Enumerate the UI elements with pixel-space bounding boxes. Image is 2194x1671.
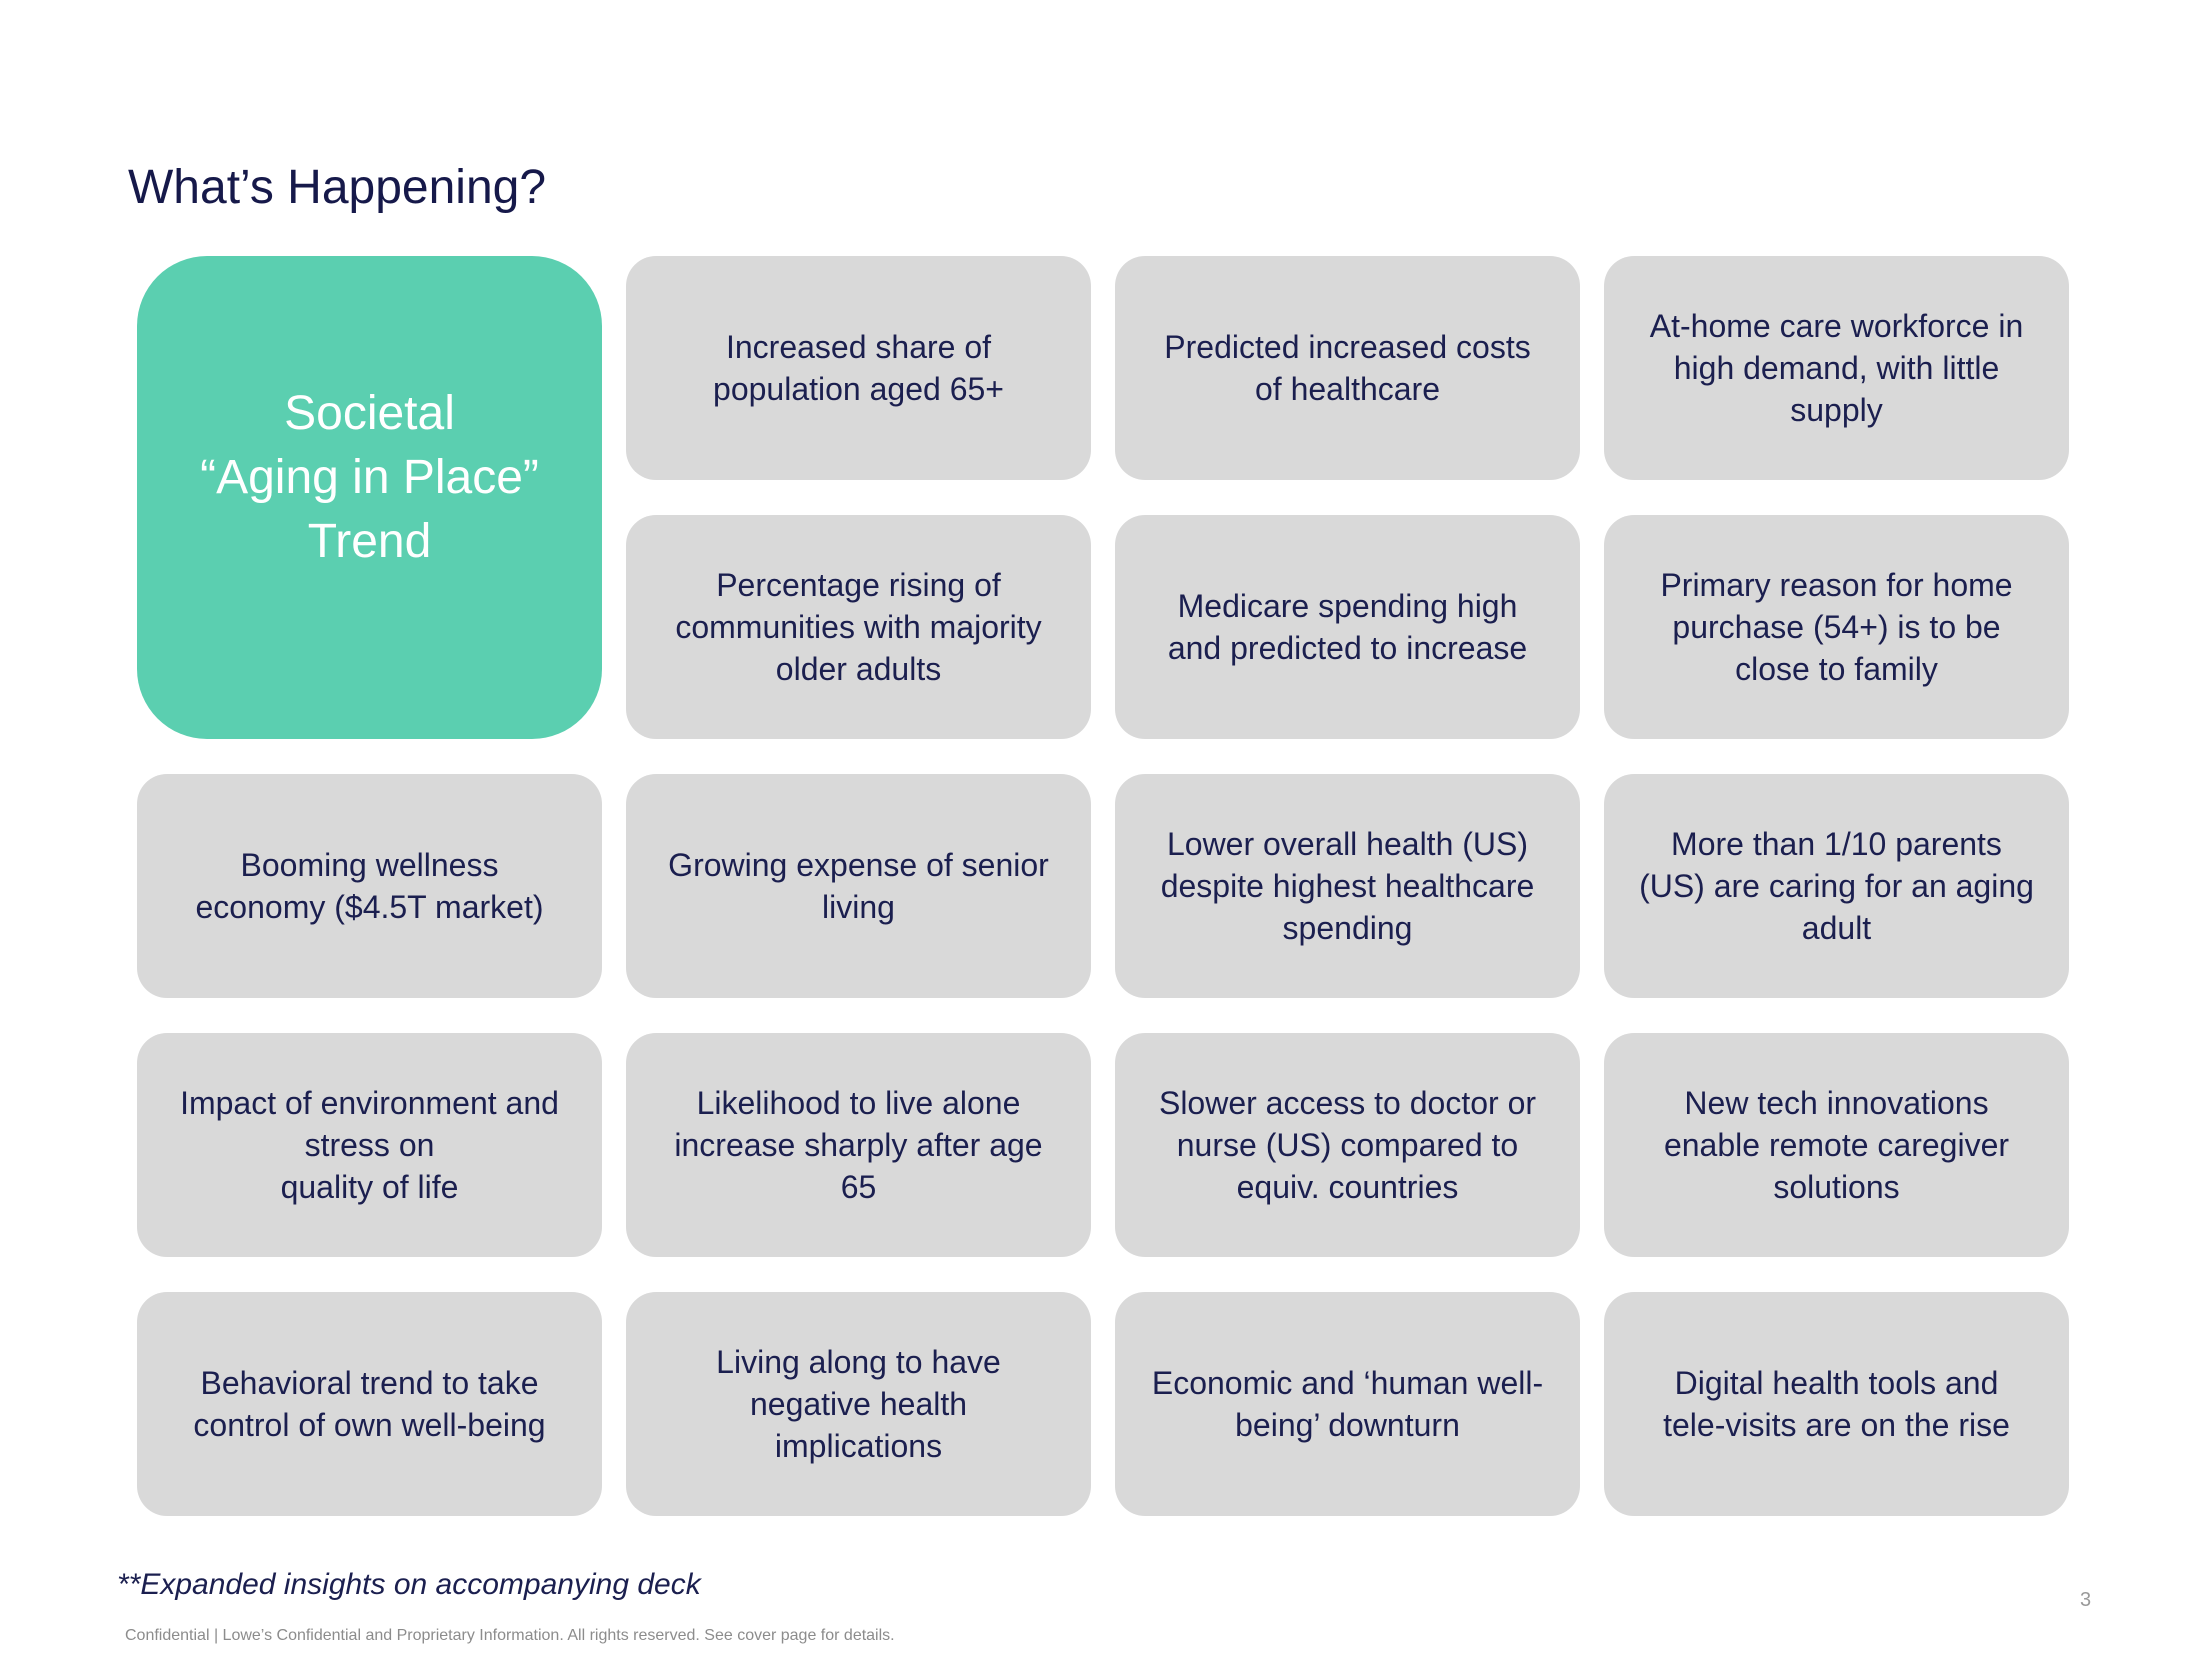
insight-tile: Primary reason for home purchase (54+) is to be close to family <box>1604 515 2069 739</box>
confidentiality-notice: Confidential | Lowe’s Confidential and Proprietary Information. All rights reserved. See cover page for details. <box>125 1627 895 1644</box>
insight-tile: Slower access to doctor or nurse (US) compared to equiv. countries <box>1115 1033 1580 1257</box>
hero-trend-tile: Societal “Aging in Place” Trend <box>137 256 602 739</box>
insight-tile: At-home care workforce in high demand, with little supply <box>1604 256 2069 480</box>
insight-tile: Predicted increased costs of healthcare <box>1115 256 1580 480</box>
insight-tile: Likelihood to live alone increase sharply after age 65 <box>626 1033 1091 1257</box>
insight-tile: Medicare spending high and predicted to increase <box>1115 515 1580 739</box>
insight-tile: Living along to have negative health implications <box>626 1292 1091 1516</box>
insight-tile: New tech innovations enable remote caregiver solutions <box>1604 1033 2069 1257</box>
insight-tile: Impact of environment and stress on quality of life <box>137 1033 602 1257</box>
page-number: 3 <box>2080 1589 2092 1611</box>
insight-tile: More than 1/10 parents (US) are caring for an aging adult <box>1604 774 2069 998</box>
slide-title: What’s Happening? <box>128 161 547 214</box>
trend-grid <box>137 256 2068 1518</box>
insight-tile: Growing expense of senior living <box>626 774 1091 998</box>
insight-tile: Behavioral trend to take control of own well-being <box>137 1292 602 1516</box>
insight-tile: Lower overall health (US) despite highest healthcare spending <box>1115 774 1580 998</box>
insight-tile: Economic and ‘human well- being’ downturn <box>1115 1292 1580 1516</box>
insight-tile: Increased share of population aged 65+ <box>626 256 1091 480</box>
footnote: **Expanded insights on accompanying deck <box>117 1568 701 1601</box>
insight-tile: Digital health tools and tele-visits are on the rise <box>1604 1292 2069 1516</box>
insight-tile: Booming wellness economy ($4.5T market) <box>137 774 602 998</box>
insight-tile: Percentage rising of communities with majority older adults <box>626 515 1091 739</box>
